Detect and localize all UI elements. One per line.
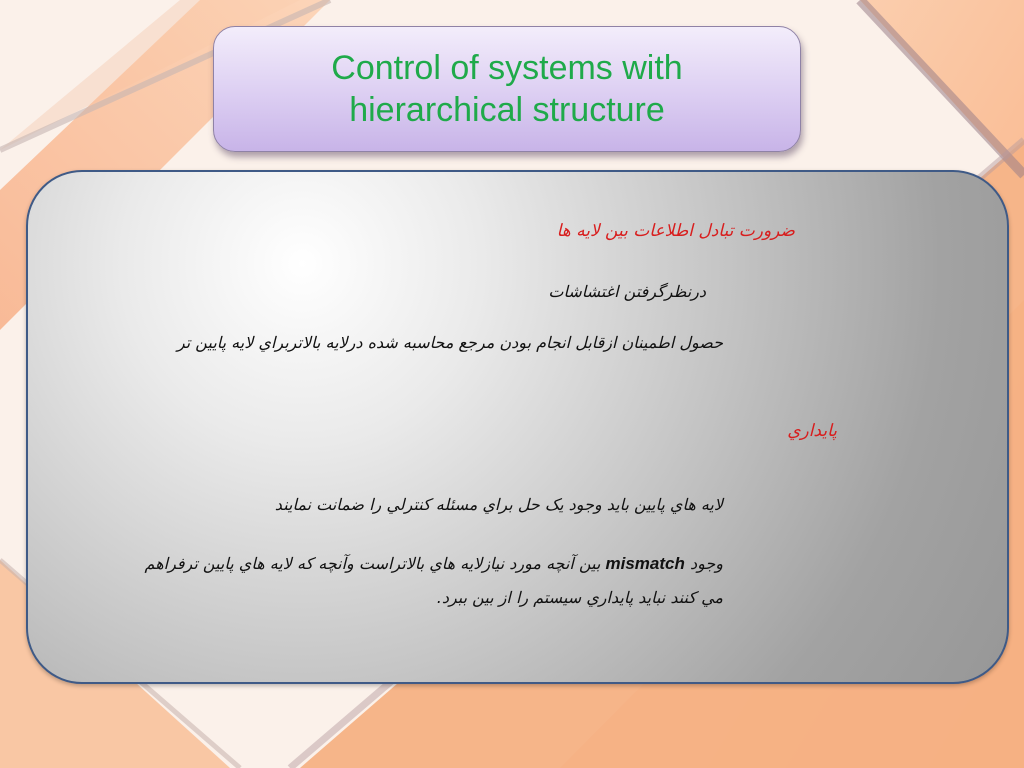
heading-stability: پايداري [787,421,837,441]
item-mismatch-part1: وجود [689,554,723,573]
item-mismatch-line2: مي کنند نبايد پايداري سيستم را از بين ببرد. [436,588,723,607]
item-reference-feasibility: حصول اطمينان ازقابل انجام بودن مرجع محاسبه شده درلايه بالاتربراي لايه پايين تر [176,333,723,352]
slide-title-line1: Control of systems with [331,49,683,87]
item-disturbances: درنظرگرفتن اغتشاشات [548,282,706,301]
slide-title-line2: hierarchical structure [349,91,665,129]
item-mismatch-line1 [145,554,723,574]
item-mismatch-part2: بين آنچه مورد نيازلايه هاي بالاتراست وآنچه که لايه هاي پايين ترفراهم [144,554,601,573]
item-lower-layers-guarantee: لايه هاي پايين بايد وجود يک حل براي مسئله کنترلي را ضمانت نمايند [274,495,723,514]
heading-information-exchange: ضرورت تبادل اطلاعات بين لايه ها [556,221,795,241]
title-box [213,26,801,152]
item-mismatch-keyword: mismatch [605,554,685,573]
slide-title [272,47,742,131]
